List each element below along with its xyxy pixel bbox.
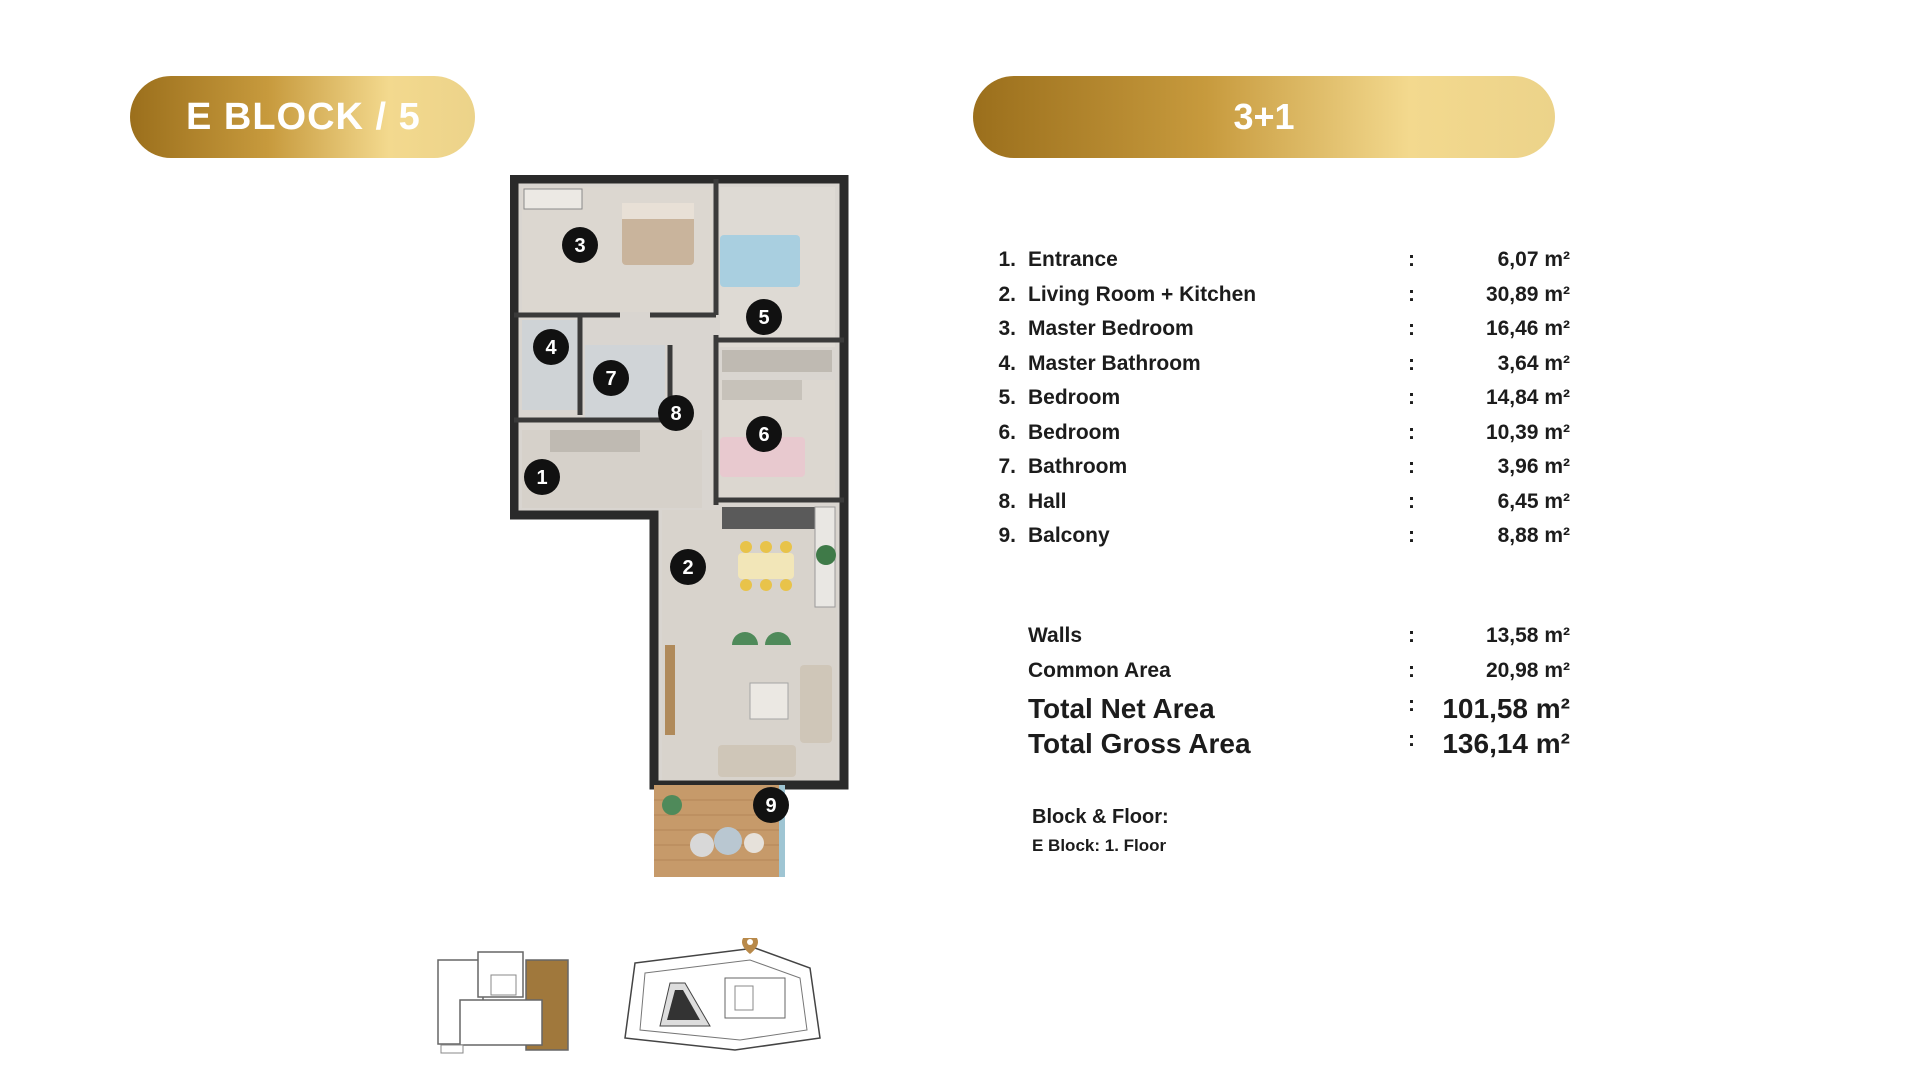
balcony-table xyxy=(690,833,714,857)
room-row: 7. Bathroom : 3,96 m² xyxy=(998,455,1570,478)
room-marker-label: 1 xyxy=(536,467,548,489)
entrance-cabinet xyxy=(550,430,640,452)
room-marker-9 xyxy=(753,787,789,823)
room-marker-5 xyxy=(746,299,782,335)
walls-row: Walls : 13,58 m² xyxy=(1028,624,1570,647)
room-marker-1 xyxy=(524,459,560,495)
room-marker-3 xyxy=(562,227,598,263)
block-floor-label: Block & Floor: xyxy=(1032,806,1169,828)
room-marker-label: 3 xyxy=(574,235,586,257)
sofa-right xyxy=(800,665,832,743)
room-row: 8. Hall : 6,45 m² xyxy=(998,489,1570,513)
coffee-table xyxy=(750,683,788,719)
block-floor-value: E Block: 1. Floor xyxy=(1032,836,1167,855)
room-marker-label: 5 xyxy=(758,307,770,329)
unit-type-pill xyxy=(973,76,1555,158)
room-marker-label: 9 xyxy=(765,795,777,817)
room-marker-4 xyxy=(533,329,569,365)
room-row: 4. Master Bathroom : 3,64 m² xyxy=(998,351,1570,375)
block-floor-info xyxy=(1032,806,1169,856)
key-plan-site xyxy=(615,938,825,1058)
room-marker-7 xyxy=(593,360,629,396)
key-plan-building xyxy=(436,950,570,1054)
wardrobe xyxy=(524,189,582,209)
total-gross-area-row: Total Gross Area : 136,14 m² xyxy=(1028,727,1570,759)
room-row: 9. Balcony : 8,88 m² xyxy=(998,524,1570,547)
room-marker-8 xyxy=(658,395,694,431)
totals-table xyxy=(990,624,1570,762)
room-marker-label: 4 xyxy=(545,337,557,359)
room-marker-2 xyxy=(670,549,706,585)
kitchen-counter xyxy=(722,507,822,529)
sofa-bottom xyxy=(718,745,796,777)
bedroom-bed xyxy=(720,235,800,287)
room-marker-label: 6 xyxy=(758,424,770,446)
room-marker-label: 2 xyxy=(682,557,694,579)
room-marker-label: 7 xyxy=(605,368,617,390)
room-area-table xyxy=(990,248,1570,559)
total-net-area-row: Total Net Area : 101,58 m² xyxy=(1028,693,1570,724)
tv-unit xyxy=(665,645,675,735)
block-title-pill xyxy=(130,76,475,158)
room-row: 6. Bedroom : 10,39 m² xyxy=(998,420,1570,444)
plant xyxy=(816,545,836,565)
room-marker-label: 8 xyxy=(670,403,682,425)
bedroom-2-wardrobe xyxy=(722,380,802,400)
room-row: 5. Bedroom : 14,84 m² xyxy=(998,386,1570,409)
bedroom-wardrobe xyxy=(722,350,832,372)
common-area-row: Common Area : 20,98 m² xyxy=(1028,658,1570,682)
room-row: 1. Entrance : 6,07 m² xyxy=(998,248,1570,271)
unit-type: 3+1 xyxy=(1233,96,1295,137)
room-marker-6 xyxy=(746,416,782,452)
room-row: 3. Master Bedroom : 16,46 m² xyxy=(998,317,1570,340)
dining-table xyxy=(738,553,794,579)
room-row: 2. Living Room + Kitchen : 30,89 m² xyxy=(998,282,1570,306)
floor-plan xyxy=(510,175,850,881)
block-title: E BLOCK / 5 xyxy=(186,95,421,138)
